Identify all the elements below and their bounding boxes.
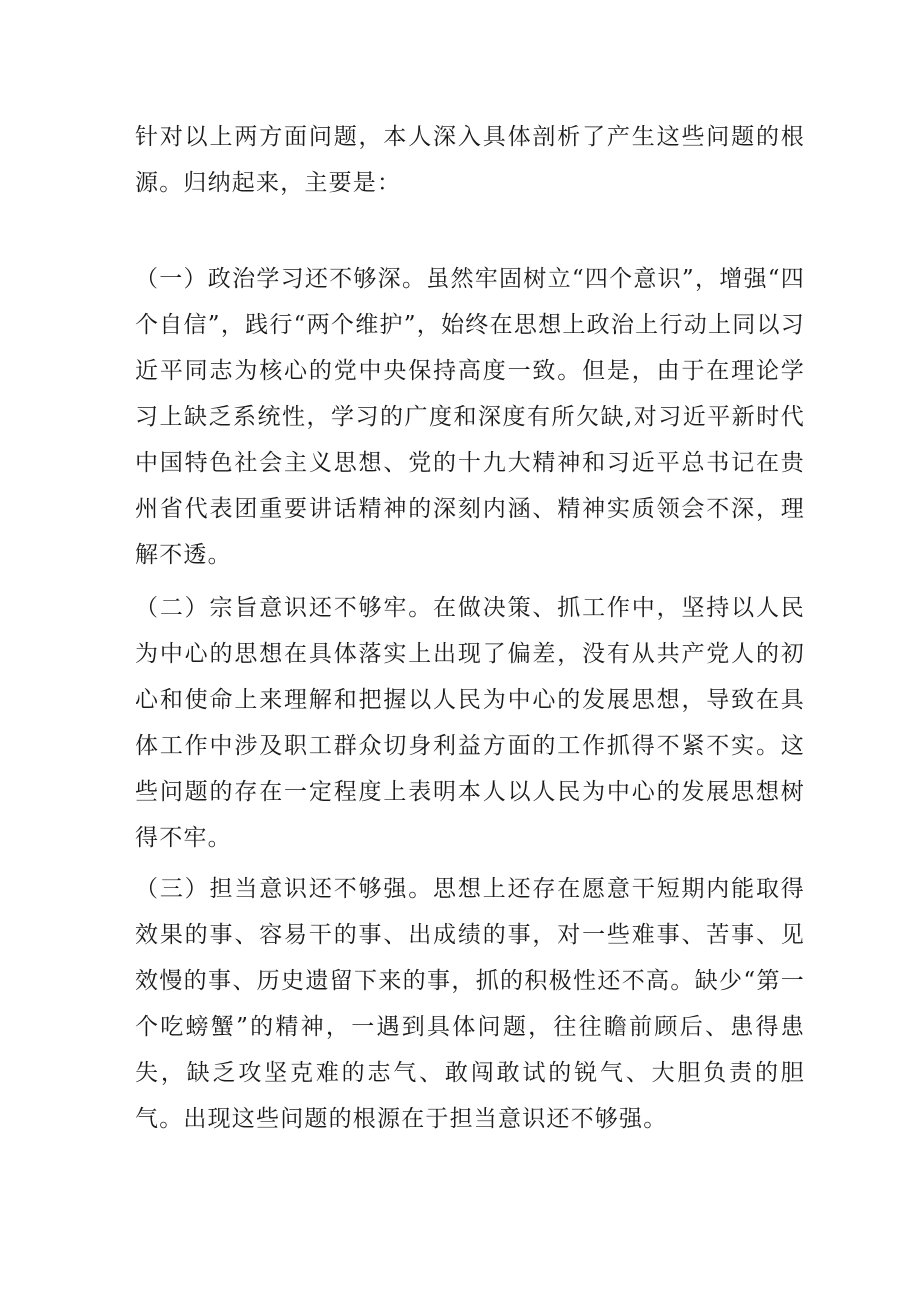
point-one-political-study-paragraph: （一）政治学习还不够深。虽然牢固树立“四个意识”，增强“四个自信”，践行“两个维护”，始终在思想上政治上行动上同以习近平同志为核心的党中央保持高度一致。但是，由于在理论学习上缺乏系统性，学习的广度和深度有所欠缺,对习近平新时代中国特色社会主义思想、党的十九大精神和习近平总书记在贵州省代表团重要讲话精神的深刻内涵、精神实质领会不深，理解不透。 (135, 266, 805, 568)
point-three-responsibility-awareness-paragraph: （三）担当意识还不够强。思想上还存在愿意干短期内能取得效果的事、容易干的事、出成绩的事，对一些难事、苦事、见效慢的事、历史遗留下来的事，抓的积极性还不高。缺少“第一个吃螃蟹”的精神，一遇到具体问题，往往瞻前顾后、患得患失，缺乏攻坚克难的志气、敢闯敢试的锐气、大胆负责的胆气。出现这些问题的根源在于担当意识还不够强。 (135, 876, 805, 1132)
intro-paragraph: 针对以上两方面问题，本人深入具体剖析了产生这些问题的根源。归纳起来，主要是： (135, 124, 805, 196)
point-two-purpose-awareness-paragraph: （二）宗旨意识还不够牢。在做决策、抓工作中，坚持以人民为中心的思想在具体落实上出现了偏差，没有从共产党人的初心和使命上来理解和把握以人民为中心的发展思想，导致在具体工作中涉及职工群众切身利益方面的工作抓得不紧不实。这些问题的存在一定程度上表明本人以人民为中心的发展思想树得不牢。 (135, 595, 805, 851)
